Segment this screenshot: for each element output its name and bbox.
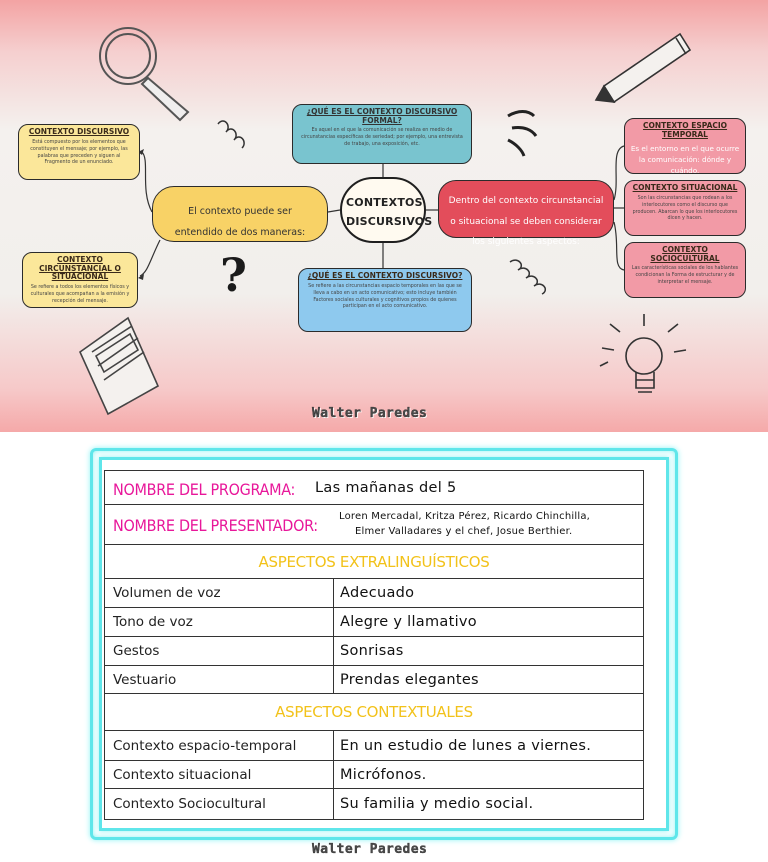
row-value: Sonrisas <box>340 643 404 659</box>
node-situacional <box>624 180 746 236</box>
row-value: Micrófonos. <box>340 766 427 783</box>
table-row <box>105 731 643 761</box>
node-title: ¿QUÉ ES EL CONTEXTO DISCURSIVO FORMAL? <box>306 107 458 125</box>
notebook-icon <box>80 318 158 414</box>
signature: Walter Paredes <box>312 406 428 421</box>
presenter-label: NOMBRE DEL PRESENTADOR: <box>113 516 318 535</box>
node-title: CONTEXTO SITUACIONAL <box>632 183 738 192</box>
row-label: Contexto Sociocultural <box>105 789 334 819</box>
section-contextuales <box>105 694 643 731</box>
lightbulb-icon <box>600 314 686 392</box>
section-title: ASPECTOS CONTEXTUALES <box>275 703 473 721</box>
center-title: CONTEXTOS DISCURSIVOS <box>346 196 433 228</box>
row-value: Prendas elegantes <box>340 671 479 688</box>
table-row <box>105 637 643 666</box>
table-row <box>105 761 643 789</box>
row-label: Tono de voz <box>105 608 334 636</box>
row-label: Vestuario <box>105 666 334 693</box>
node-aspectos <box>438 180 614 247</box>
program-label: NOMBRE DEL PROGRAMA: <box>113 480 296 499</box>
node-title: CONTEXTO CIRCUNSTANCIAL O SITUACIONAL <box>39 255 121 282</box>
presenter-value-line1: Loren Mercadal, Kritza Pérez, Ricardo Chinchilla, <box>339 511 591 522</box>
presenter-value-line2: Elmer Valladares y el chef, Josue Berthier. <box>355 526 573 537</box>
row-value: Adecuado <box>340 585 415 601</box>
section-title: ASPECTOS EXTRALINGUÍSTICOS <box>258 552 490 571</box>
node-title: CONTEXTO ESPACIO TEMPORAL <box>642 121 728 139</box>
row-label: Contexto situacional <box>105 761 334 788</box>
node-text: Dentro del contexto circunstancial o situacional se deben considerar los siguientes aspectos: <box>448 196 604 247</box>
table-row <box>105 666 643 694</box>
signature: Walter Paredes <box>312 842 428 857</box>
node-body: Es aquel en el que la comunicación se realiza en medio de circunstancias específicas de seriedad; por ejemplo, una entrevista de trabajo, una exposición, etc. <box>301 128 463 148</box>
table-row <box>105 789 643 819</box>
node-contexto-formal <box>292 104 472 164</box>
section-extralinguisticos <box>105 545 643 579</box>
question-mark: ? <box>220 248 247 302</box>
row-value: En un estudio de lunes a viernes. <box>340 737 592 754</box>
row-label: Volumen de voz <box>105 579 334 607</box>
node-espacio-temporal <box>624 118 746 174</box>
node-body: Las características sociales de los hablantes condicionan la Forma de estructurar y de interpretar el mensaje. <box>631 266 739 286</box>
row-value: Alegre y llamativo <box>340 614 477 630</box>
program-value: Las mañanas del 5 <box>315 480 457 496</box>
row-value: Su familia y medio social. <box>340 796 534 812</box>
row-label: Gestos <box>105 637 334 665</box>
node-body: Son las circunstancias que rodean a los interlocutores como el discurso que producen. Abarcan lo que los interlocutores dicen y hacen. <box>632 195 738 222</box>
node-contexto-discursivo <box>18 124 140 180</box>
node-dos-maneras <box>152 186 328 242</box>
analysis-table <box>104 470 644 820</box>
magnifier-icon <box>100 28 188 120</box>
node-text: El contexto puede ser entendido de dos maneras: <box>174 206 306 238</box>
node-title: ¿QUÉ ES EL CONTEXTO DISCURSIVO? <box>307 271 463 280</box>
node-que-es <box>298 268 472 332</box>
node-contexto-circunstancial <box>22 252 138 308</box>
node-body: Se refiere a las circunstancias espacio temporales en las que se lleva a cabo en un acto comunicativo; esto incluye también Factores sociales culturales y cognitivos propios de quienes participan en el acto comunicativo. <box>308 283 462 310</box>
node-body: Está compuesto por los elementos que constituyen el mensaje; por ejemplo, las palabras que preceden y siguen al Fragmento de un enunciado. <box>30 139 128 166</box>
node-center <box>340 177 433 243</box>
node-title: CONTEXTO DISCURSIVO <box>28 127 130 136</box>
node-body: Se refiere a todos los elementos físicos y culturales que acompañan a la emisión y recepción del mensaje. <box>30 284 130 304</box>
node-body: Es el entorno en el que ocurre la comunicación: dónde y cuándo. <box>630 144 740 175</box>
table-row <box>105 608 643 637</box>
program-row <box>105 471 643 505</box>
node-sociocultural <box>624 242 746 298</box>
presenter-row <box>105 505 643 545</box>
pencil-icon <box>596 34 690 102</box>
node-title: CONTEXTO SOCIOCULTURAL <box>650 245 720 263</box>
row-label: Contexto espacio-temporal <box>105 731 334 760</box>
table-row <box>105 579 643 608</box>
